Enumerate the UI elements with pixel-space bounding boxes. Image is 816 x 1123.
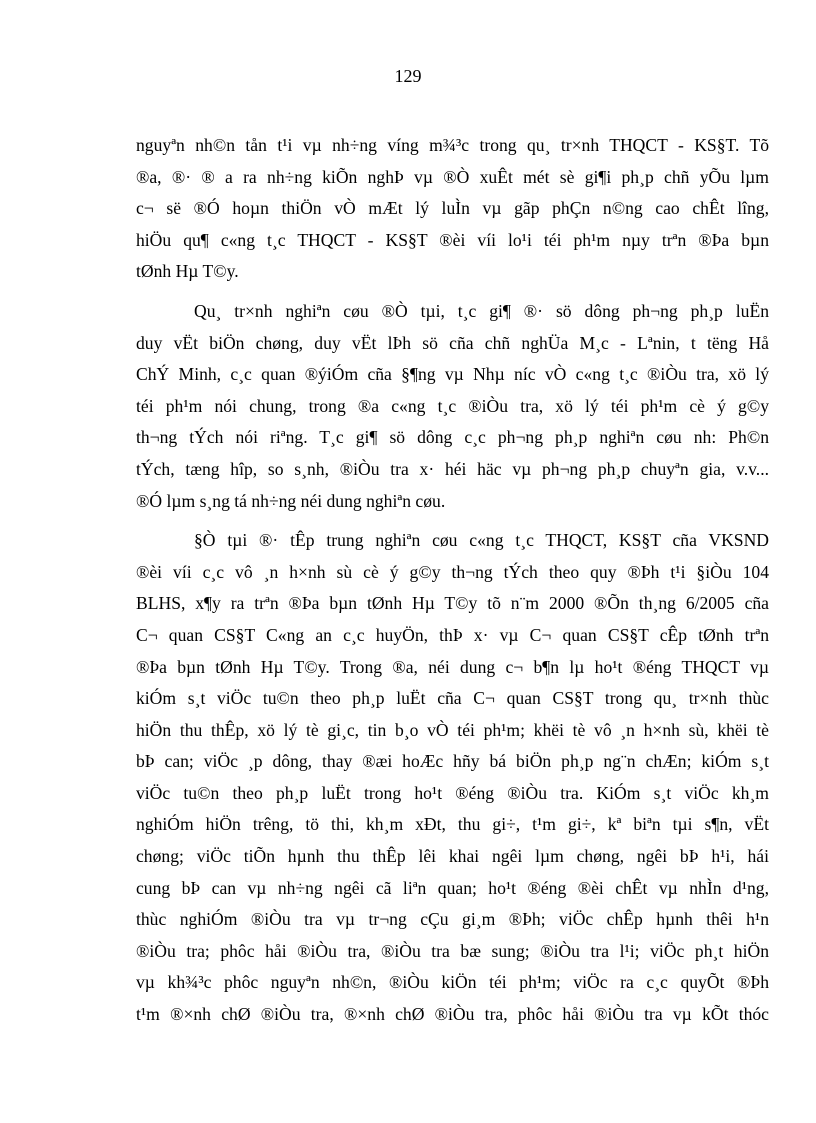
text-line: ®èi víi c¸c vô ¸n h×nh sù cè ý g©y th¬ng tÝch theo quy ®Þh t¹i §iÒu 104 (136, 561, 769, 582)
text-line: viÖc tu©n theo ph¸p luËt trong ho¹t ®éng ®iÒu tra. KiÓm s¸t viÖc kh¸m (136, 782, 769, 803)
text-line: t¹m ®×nh chØ ®iÒu tra, ®×nh chØ ®iÒu tra, phôc håi ®iÒu tra vµ kÕt thóc (136, 1004, 769, 1025)
text-line: ®Ó lµm s¸ng tá nh÷ng néi dung nghiªn cøu. (136, 490, 446, 511)
text-line: ®iÒu tra; phôc håi ®iÒu tra, ®iÒu tra bæ sung; ®iÒu tra l¹i; viÖc ph¸t hiÖn (136, 940, 769, 961)
text-line: hiÖn thu thÊp, xö lý tè gi¸c, tin b¸o vÒ téi ph¹m; khëi tè vô ¸n h×nh sù, khëi tè (136, 719, 769, 740)
text-line: thùc nghiÓm ®iÒu tra vµ tr¬ng cÇu gi¸m ®Þh; viÖc chÊp hµnh thêi h¹n (136, 909, 769, 930)
text-line: Qu¸ tr×nh nghiªn cøu ®Ò tµi, t¸c gi¶ ®· sö dông ph¬ng ph¸p luËn (194, 300, 769, 321)
paragraph-1 (136, 130, 769, 288)
text-line: duy vËt biÖn chøng, duy vËt lÞh sö cña chñ nghÜa M¸c - Lªnin, t tëng Hå (136, 332, 769, 353)
page-number: 129 (394, 66, 422, 86)
text-line: cung bÞ can vµ nh÷ng ngêi cã liªn quan; ho¹t ®éng ®èi chÊt vµ nhÌn d¹ng, (136, 877, 769, 898)
text-line: BLHS, x¶y ra trªn ®Þa bµn tØnh Hµ T©y tõ n¨m 2000 ®Õn th¸ng 6/2005 cña (136, 593, 769, 614)
paragraph-2 (136, 296, 769, 517)
text-line: nguyªn nh©n tån t¹i vµ nh÷ng víng m¾³c trong qu¸ tr×nh THQCT - KS§T. Tõ (136, 135, 769, 155)
text-line: ChÝ Minh, c¸c quan ®ýiÓm cña §¶ng vµ Nhµ níc vÒ c«ng t¸c ®iÒu tra, xö lý (136, 364, 769, 385)
body-text (136, 130, 769, 1031)
text-line: nghiÓm hiÖn trêng, tö thi, kh¸m xÐt, thu gi÷, t¹m gi÷, kª biªn tµi s¶n, vËt (136, 814, 769, 835)
text-line: chøng; viÖc tiÕn hµnh thu thÊp lêi khai ngêi lµm chøng, ngêi bÞ h¹i, hái (136, 846, 769, 867)
text-line: ®Þa bµn tØnh Hµ T©y. Trong ®a, néi dung c¬ b¶n lµ ho¹t ®éng THQCT vµ (136, 656, 769, 677)
paragraph-3 (136, 525, 769, 1031)
text-line: tÝch, tæng hîp, so s¸nh, ®iÒu tra x· héi häc vµ ph¬ng ph¸p chuyªn gia, v.v... (136, 458, 769, 479)
text-line: vµ kh¾³c phôc nguyªn nh©n, ®iÒu kiÖn téi ph¹m; viÖc ra c¸c quyÕt ®Þh (136, 972, 769, 993)
text-line: téi ph¹m nói chung, trong ®a c«ng t¸c ®iÒu tra, xö lý téi ph¹m cè ý g©y (136, 395, 769, 416)
text-line: tØnh Hµ T©y. (136, 261, 239, 282)
text-line: C¬ quan CS§T C«ng an c¸c huyÖn, thÞ x· vµ C¬ quan CS§T cÊp tØnh trªn (136, 624, 769, 645)
text-line: §Ò tµi ®· tÊp trung nghiªn cøu c«ng t¸c THQCT, KS§T cña VKSND (194, 530, 769, 551)
text-line: kiÓm s¸t viÖc tu©n theo ph¸p luËt cña C¬ quan CS§T trong qu¸ tr×nh thùc (136, 688, 769, 709)
text-line: bÞ can; viÖc ¸p dông, thay ®æi hoÆc hñy bá biÖn ph¸p ng¨n chÆn; kiÓm s¸t (136, 751, 769, 772)
text-line: c¬ së ®Ó hoµn thiÖn vÒ mÆt lý luÌn vµ gãp phÇn n©ng cao chÊt lîng, (136, 198, 769, 219)
text-line: hiÖu qu¶ c«ng t¸c THQCT - KS§T ®èi víi lo¹i téi ph¹m nµy trªn ®Þa bµn (136, 229, 769, 250)
text-line: ®a, ®· ® a ra nh÷ng kiÕn nghÞ vµ ®Ò xuÊt mét sè gi¶i ph¸p chñ yÕu lµm (136, 166, 769, 187)
text-line: th¬ng tÝch nói riªng. T¸c gi¶ sö dông c¸c ph¬ng ph¸p nghiªn cøu nh: Ph©n (136, 427, 769, 448)
